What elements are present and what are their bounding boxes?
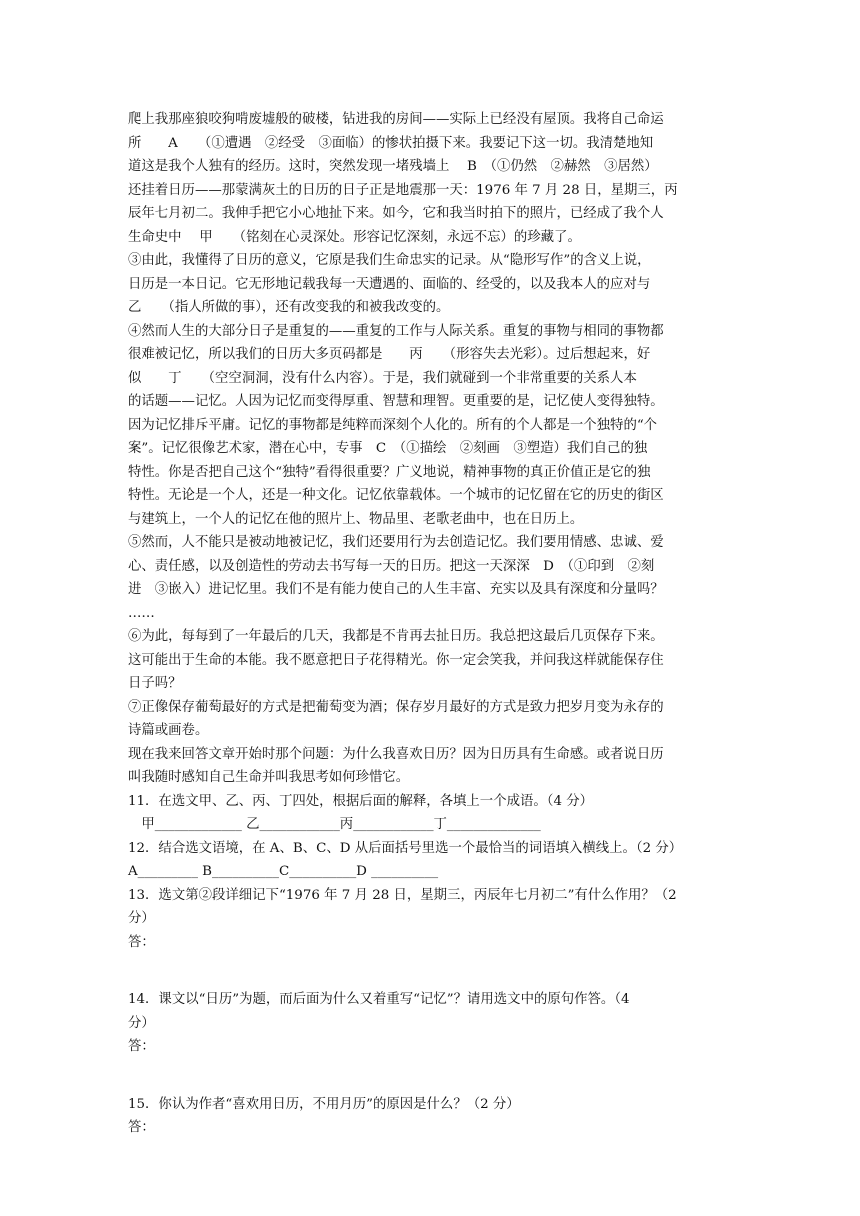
passage-line: 似 丁 （空空洞洞，没有什么内容）。于是，我们就碰到一个非常重要的关系人本 [128,370,637,386]
question-13 [128,884,732,989]
question-12-blanks[interactable]: A_________ B__________C__________D __________ [128,864,439,879]
question-14-prompt-cont: 分） [128,1015,155,1031]
passage-line: 很难被记忆，所以我们的日历大多页码都是 丙 （形容失去光彩）。过后想起来，好 [128,347,651,362]
question-12 [128,837,732,884]
document-page [128,108,732,1140]
passage-line: 乙 （指人所做的事），还有改变我的和被我改变的。 [128,300,450,315]
question-13-answer-label: 答： [128,934,155,950]
passage-line: 爬上我那座狼咬狗啃废墟般的破楼，钻进我的房间——实际上已经没有屋顶。我将自己命运 [128,112,664,127]
passage-line: 因为记忆排斥平庸。记忆的事物都是纯粹而深刻个人化的。所有的个人都是一个独特的“个 [128,417,658,433]
passage-line: 案”。记忆很像艺术家，潜在心中，专事 C （①描绘 ②刻画 ③塑造）我们自己的独 [128,441,648,456]
question-12-prompt: 12．结合选文语境，在 A、B、C、D 从后面括号里选一个最恰当的词语填入横线上。（2 分） [128,840,683,856]
question-11-blanks[interactable]: 甲_____________ 乙____________丙____________丁______________ [128,817,541,832]
passage-line: 生命史中 甲 （铭刻在心灵深处。形容记忆深刻，永远不忘）的珍藏了。 [128,229,581,245]
passage-line: 辰年七月初二。我伸手把它小心地扯下来。如今，它和我当时拍下的照片，已经成了我个人 [128,206,664,221]
passage-line: 特性。无论是一个人，还是一种文化。记忆依靠载体。一个城市的记忆留在它的历史的街区 [128,488,664,503]
passage-line: 还挂着日历——那蒙满灰土的日历的日子正是地震那一天：1976 年 7 月 28 日，星期三，丙 [128,182,678,198]
question-14-prompt: 14．课文以“日历”为题，而后面为什么又着重写“记忆”？请用选文中的原句作答。（4 [128,992,630,1007]
passage [128,108,732,790]
passage-line: 诗篇或画卷。 [128,723,209,738]
question-13-answer-space[interactable] [128,954,732,988]
passage-line: 日子吗？ [128,676,182,691]
question-11-prompt: 11．在选文甲、乙、丙、丁四处，根据后面的解释，各填上一个成语。（4 分） [128,793,594,809]
passage-line: 日历是一本日记。它无形地记载我每一天遭遇的、面临的、经受的，以及我本人的应对与 [128,276,651,292]
passage-line: ④然而人生的大部分日子是重复的——重复的工作与人际关系。重复的事物与相同的事物都 [128,323,664,339]
passage-line: 道这是我个人独有的经历。这时，突然发现一堵残墙上 B （①仍然 ②赫然 ③居然） [128,159,658,174]
passage-line: 进 ③嵌入）进记忆里。我们不是有能力使自己的人生丰富、充实以及具有深度和分量吗？ [128,582,664,597]
question-13-prompt: 13．选文第②段详细记下“1976 年 7 月 28 日，星期三，丙辰年七月初二”有什么作用？（2 [128,887,677,903]
passage-line: ③由此，我懂得了日历的意义，它原是我们生命忠实的记录。从“隐形写作”的含义上说， [128,253,651,268]
question-15 [128,1093,732,1140]
question-11 [128,790,732,837]
question-14-answer-space[interactable] [128,1059,732,1093]
question-13-prompt-cont: 分） [128,911,155,926]
question-14-answer-label: 答： [128,1039,155,1054]
passage-line: ⑦正像保存葡萄最好的方式是把葡萄变为酒；保存岁月最好的方式是致力把岁月变为永存的 [128,699,664,715]
passage-line: 的话题——记忆。人因为记忆而变得厚重、智慧和理智。更重要的是，记忆使人变得独特。 [128,394,664,409]
passage-line: 所 A （①遭遇 ②经受 ③面临）的惨状拍摄下来。我要记下这一切。我清楚地知 [128,135,654,151]
passage-line: ⑤然而，人不能只是被动地被记忆，我们还要用行为去创造记忆。我们要用情感、忠诚、爱 [128,535,664,550]
passage-line: 心、责任感，以及创造性的劳动去书写每一天的日历。把这一天深深 D （①印到 ②刻 [128,558,655,574]
passage-line: 这可能出于生命的本能。我不愿意把日子花得精光。你一定会笑我，并问我这样就能保存住 [128,652,664,668]
passage-line: 特性。你是否把自己这个“独特”看得很重要？广义地说，精神事物的真正价值正是它的独 [128,464,651,480]
passage-line: 叫我随时感知自己生命并叫我思考如何珍惜它。 [128,770,410,785]
passage-line: 与建筑上，一个人的记忆在他的照片上、物品里、老歌老曲中，也在日历上。 [128,511,584,527]
passage-line: …… [128,605,155,621]
question-15-prompt: 15．你认为作者“喜欢用日历，不用月历”的原因是什么？（2 分） [128,1096,520,1112]
question-15-answer-label: 答： [128,1120,155,1135]
question-14 [128,988,732,1093]
passage-line: 现在我来回答文章开始时那个问题：为什么我喜欢日历？因为日历具有生命感。或者说日历 [128,746,664,762]
passage-line: ⑥为此，每每到了一年最后的几天，我都是不肯再去扯日历。我总把这最后几页保存下来。 [128,629,664,644]
